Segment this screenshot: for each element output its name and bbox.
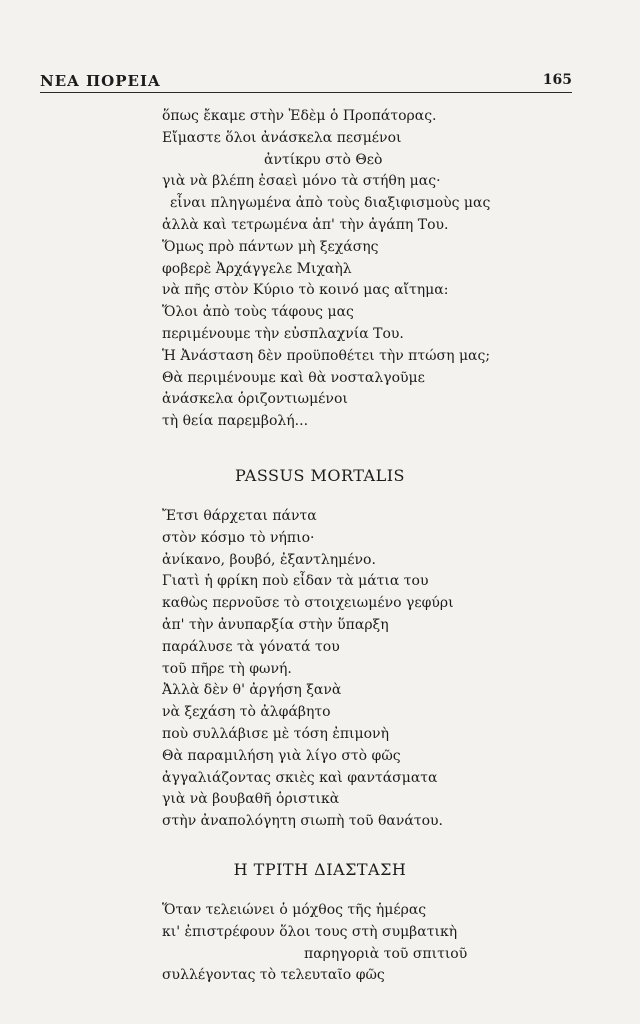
poem-line: περιμένουμε τὴν εὐσπλαχνία Του.	[162, 325, 404, 342]
poem-continuation	[162, 106, 582, 433]
poem-line: γιὰ νὰ βλέπη ἐσαεὶ μόνο τὰ στήθη μας·	[162, 173, 441, 190]
poem-line: καθὼς περνοῦσε τὸ στοιχειωμένο γεφύρι	[162, 595, 454, 612]
journal-title: ΝΕΑ ΠΟΡΕΙΑ	[40, 72, 161, 90]
poem-line: νὰ πῆς στὸν Κύριο τὸ κοινό μας αἴτημα:	[162, 282, 449, 299]
poem-line: ἀνίκανο, βουβό, ἐξαντλημένο.	[162, 551, 376, 568]
poem-line: παράλυσε τὰ γόνατά του	[162, 638, 340, 655]
poem-line: γιὰ νὰ βουβαθῆ ὁριστικὰ	[162, 791, 340, 808]
poem-line: Θὰ παραμιλήση γιὰ λίγο στὸ φῶς	[162, 747, 401, 764]
poem-line: στὸν κόσμο τὸ νήπιο·	[162, 529, 315, 546]
poem-passus-mortalis	[162, 506, 582, 833]
poem-line: κι' ἐπιστρέφουν ὅλοι τους στὴ συμβατικὴ	[162, 923, 458, 940]
poem-line: Εἴμαστε ὅλοι ἀνάσκελα πεσμένοι	[162, 129, 402, 146]
poem-line: ἀντίκρυ στὸ Θεὸ	[264, 151, 383, 168]
poem-line: Ὅλοι ἀπὸ τοὺς τάφους μας	[162, 304, 354, 321]
header-rule	[40, 92, 572, 93]
poem-line: ὅπως ἔκαμε στὴν Ἐδὲμ ὁ Προπάτορας.	[162, 108, 437, 124]
poem-line: συλλέγοντας τὸ τελευταῖο φῶς	[162, 967, 385, 984]
poem-line: ἀγγαλιάζοντας σκιὲς καὶ φαντάσματα	[162, 769, 438, 786]
poem-line: Ἡ Ἀνάσταση δὲν προϋποθέτει τὴν πτώση μας;	[162, 347, 491, 364]
poem-line: ἀπ' τὴν ἀνυπαρξία στὴν ὕπαρξη	[162, 616, 389, 633]
poem-line: Ὅταν τελειώνει ὁ μόχθος τῆς ἡμέρας	[162, 902, 427, 918]
poem-line: Ὅμως πρὸ πάντων μὴ ξεχάσης	[162, 238, 379, 255]
poem-line: τὴ θεία παρεμβολή...	[162, 413, 309, 430]
poem-line: παρηγοριὰ τοῦ σπιτιοῦ	[304, 945, 468, 962]
poem-line: τοῦ πῆρε τὴ φωνή.	[162, 660, 292, 677]
page-number: 165	[542, 72, 572, 88]
poem-title-passus-mortalis: PASSUS MORTALIS	[234, 466, 406, 485]
poem-line: εἶναι πληγωμένα ἀπὸ τοὺς διαξιφισμοὺς μας	[170, 195, 491, 212]
poem-line: νὰ ξεχάση τὸ ἀλφάβητο	[162, 704, 331, 721]
poem-line: στὴν ἀναπολόγητη σιωπὴ τοῦ θανάτου.	[162, 813, 443, 830]
poem-line: Ἔτσι θάρχεται πάντα	[162, 508, 317, 524]
poem-triti-diastasi	[162, 900, 582, 987]
poem-line: Θὰ περιμένουμε καὶ θὰ νοσταλγοῦμε	[162, 369, 425, 386]
running-header	[40, 72, 572, 92]
poem-line: φοβερὲ Ἀρχάγγελε Μιχαὴλ	[162, 260, 352, 277]
poem-line: ἀλλὰ καὶ τετρωμένα ἀπ' τὴν ἀγάπη Του.	[162, 216, 449, 233]
poem-line: Ἀλλὰ δὲν θ' ἀργήση ξανὰ	[162, 682, 342, 699]
poem-line: Γιατὶ ἡ φρίκη ποὺ εἶδαν τὰ μάτια του	[162, 573, 429, 590]
poem-line: ἀνάσκελα ὁριζοντιωμένοι	[162, 391, 348, 408]
poem-line: ποὺ συλλάβισε μὲ τόση ἐπιμονὴ	[162, 725, 389, 742]
poem-title-triti-diastasi: Η ΤΡΙΤΗ ΔΙΑΣΤΑΣΗ	[233, 860, 407, 879]
